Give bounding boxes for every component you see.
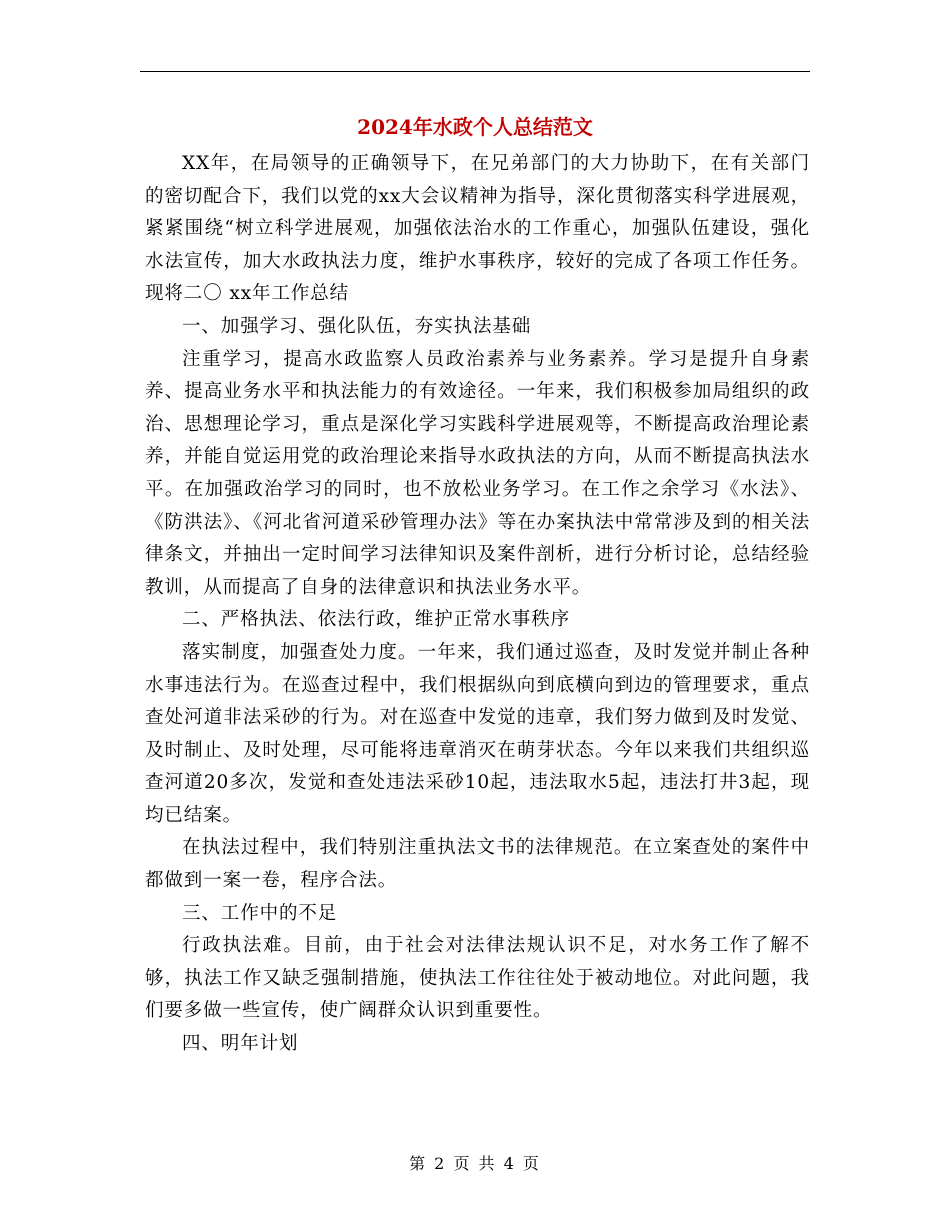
paragraph-shortcomings: 行政执法难。目前，由于社会对法律法规认识不足，对水务工作了解不够，执法工作又缺乏强制措施，使执法工作往往处于被动地位。对此问题，我们要多做一些宣传，使广阔群众认识到重要性。 (145, 935, 810, 1022)
section-heading-2: 二、严格执法、依法行政，维护正常水事秩序 (182, 609, 571, 631)
section-heading-1: 一、加强学习、强化队伍，夯实执法基础 (182, 315, 532, 337)
paragraph-study: 注重学习，提高水政监察人员政治素养与业务素养。学习是提升自身素养、提高业务水平和执法能力的有效途径。一年来，我们积极参加局组织的政治、思想理论学习，重点是深化学习实践科学进展观等，不断提高政治理论素养，并能自觉运用党的政治理论来指导水政执法的方向，从而不断提高执法水平。在加强政治学习的同时，也不放松业务学习。在工作之余学习《水法》、《防洪法》、《河北省河道采砂管理办法》等在办案执法中常常涉及到的相关法律条文，并抽出一定时间学习法律知识及案件剖析，进行分析讨论，总结经验教训，从而提高了自身的法律意识和执法业务水平。 (145, 348, 810, 598)
document-title: 2024年水政个人总结范文 (357, 115, 593, 139)
document-body (145, 148, 810, 1061)
paragraph-intro: XX年，在局领导的正确领导下，在兄弟部门的大力协助下，在有关部门的密切配合下，我们以党的xx大会议精神为指导，深化贯彻落实科学进展观，紧紧围绕“树立科学进展观，加强依法治水的工作重心，加强队伍建设，强化水法宣传，加大水政执法力度，维护水事秩序，较好的完成了各项工作任务。现将二〇 xx年工作总结 (145, 153, 810, 305)
paragraph-documents: 在执法过程中，我们特别注重执法文书的法律规范。在立案查处的案件中都做到一案一卷，程序合法。 (145, 837, 810, 892)
section-heading-3: 三、工作中的不足 (182, 902, 338, 924)
page-number: 第 2 页 共 4 页 (409, 1154, 541, 1173)
paragraph-enforcement: 落实制度，加强查处力度。一年来，我们通过巡查，及时发觉并制止各种水事违法行为。在巡查过程中，我们根据纵向到底横向到边的管理要求，重点查处河道非法采砂的行为。对在巡查中发觉的违章，我们努力做到及时发觉、及时制止、及时处理，尽可能将违章消灭在萌芽状态。今年以来我们共组织巡查河道20多次，发觉和查处违法采砂10起，违法取水5起，违法打井3起，现均已结案。 (145, 641, 810, 826)
section-heading-4: 四、明年计划 (182, 1033, 299, 1055)
header-rule (140, 71, 810, 72)
